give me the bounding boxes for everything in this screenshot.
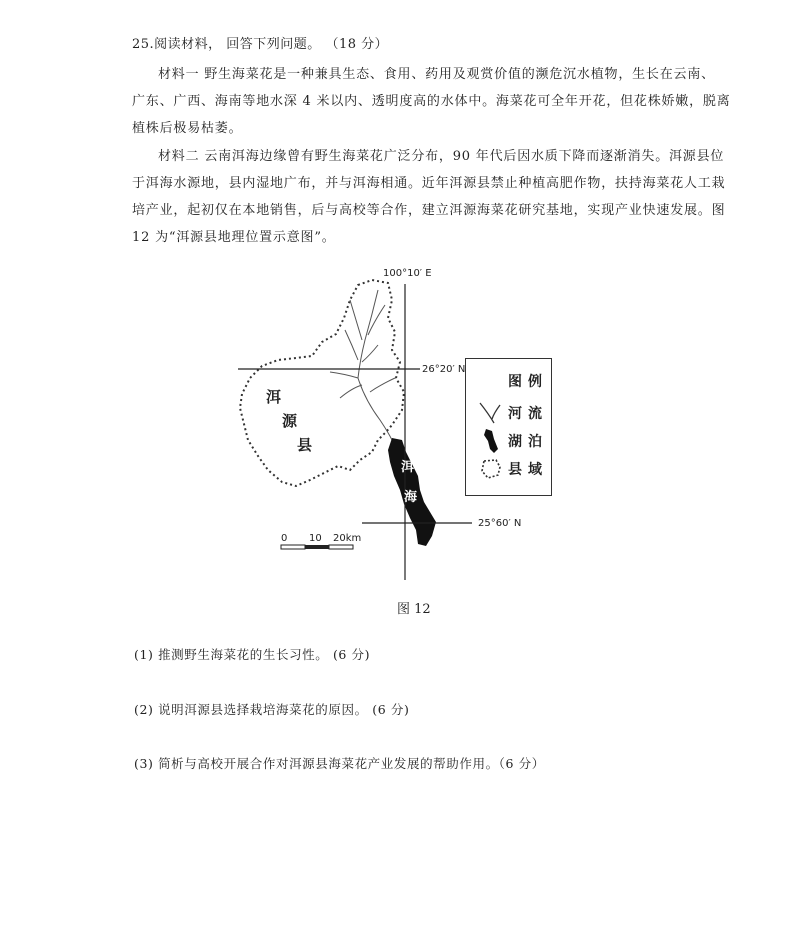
figure-caption: 图 12: [397, 602, 431, 617]
legend-county-char1: 县: [508, 462, 522, 478]
lake-name-char1: 洱: [401, 460, 415, 475]
map-legend: [465, 358, 552, 496]
material1-line2: 广东、广西、海南等地水深 4 米以内、透明度高的水体中。海菜花可全年开花，但花株娇嫩，脱离: [132, 94, 731, 109]
longitude-label: 100°10′ E: [383, 268, 432, 279]
legend-title-char2: 例: [528, 374, 542, 390]
county-boundary: [240, 280, 404, 486]
latitude-label-bottom: 25°60′ N: [478, 518, 522, 529]
scale-label-10: 10: [309, 533, 322, 544]
county-boundary-icon: [478, 457, 504, 481]
county-name-char1: 洱: [266, 388, 282, 406]
county-name-char3: 县: [297, 436, 313, 454]
legend-lake-char2: 泊: [528, 434, 542, 450]
question-header: 25.阅读材料， 回答下列问题。 （18 分）: [132, 37, 389, 52]
material2-line1: 材料二 云南洱海边缘曾有野生海菜花广泛分布，90 年代后因水质下降而逐渐消失。洱源县位: [158, 149, 725, 164]
material2-line2: 于洱海水源地，县内湿地广布，并与洱海相通。近年洱源县禁止种植高肥作物，扶持海菜花人工栽: [132, 176, 726, 191]
subquestion-1: (1) 推测野生海菜花的生长习性。 (6 分): [134, 647, 371, 662]
material2-line3: 培产业，起初仅在本地销售，后与高校等合作，建立洱源海菜花研究基地，实现产业快速发展。图: [132, 203, 726, 218]
legend-river-char2: 流: [528, 406, 542, 422]
material1-line1: 材料一 野生海菜花是一种兼具生态、食用、药用及观赏价值的濒危沉水植物，生长在云南、: [158, 67, 715, 82]
scale-bar: [281, 545, 353, 549]
scale-label-0: 0: [281, 533, 288, 544]
subquestion-2: (2) 说明洱源县选择栽培海菜花的原因。 (6 分): [134, 702, 410, 717]
lake-name-char2: 海: [404, 490, 418, 505]
material1-line3: 植株后极易枯萎。: [132, 121, 243, 136]
lake-icon: [480, 427, 502, 455]
scale-label-20: 20km: [333, 533, 362, 544]
river-network: [330, 290, 395, 440]
latitude-label-top: 26°20′ N: [422, 364, 466, 375]
county-name-char2: 源: [282, 412, 298, 430]
river-icon: [476, 399, 506, 427]
material2-line4: 12 为“洱源县地理位置示意图”。: [132, 230, 336, 245]
legend-lake-char1: 湖: [508, 434, 522, 450]
legend-river-char1: 河: [508, 406, 522, 422]
legend-title-char1: 图: [508, 374, 522, 390]
legend-county-char2: 域: [528, 462, 542, 478]
subquestion-3: (3) 简析与高校开展合作对洱源县海菜花产业发展的帮助作用。（6 分）: [134, 756, 545, 771]
